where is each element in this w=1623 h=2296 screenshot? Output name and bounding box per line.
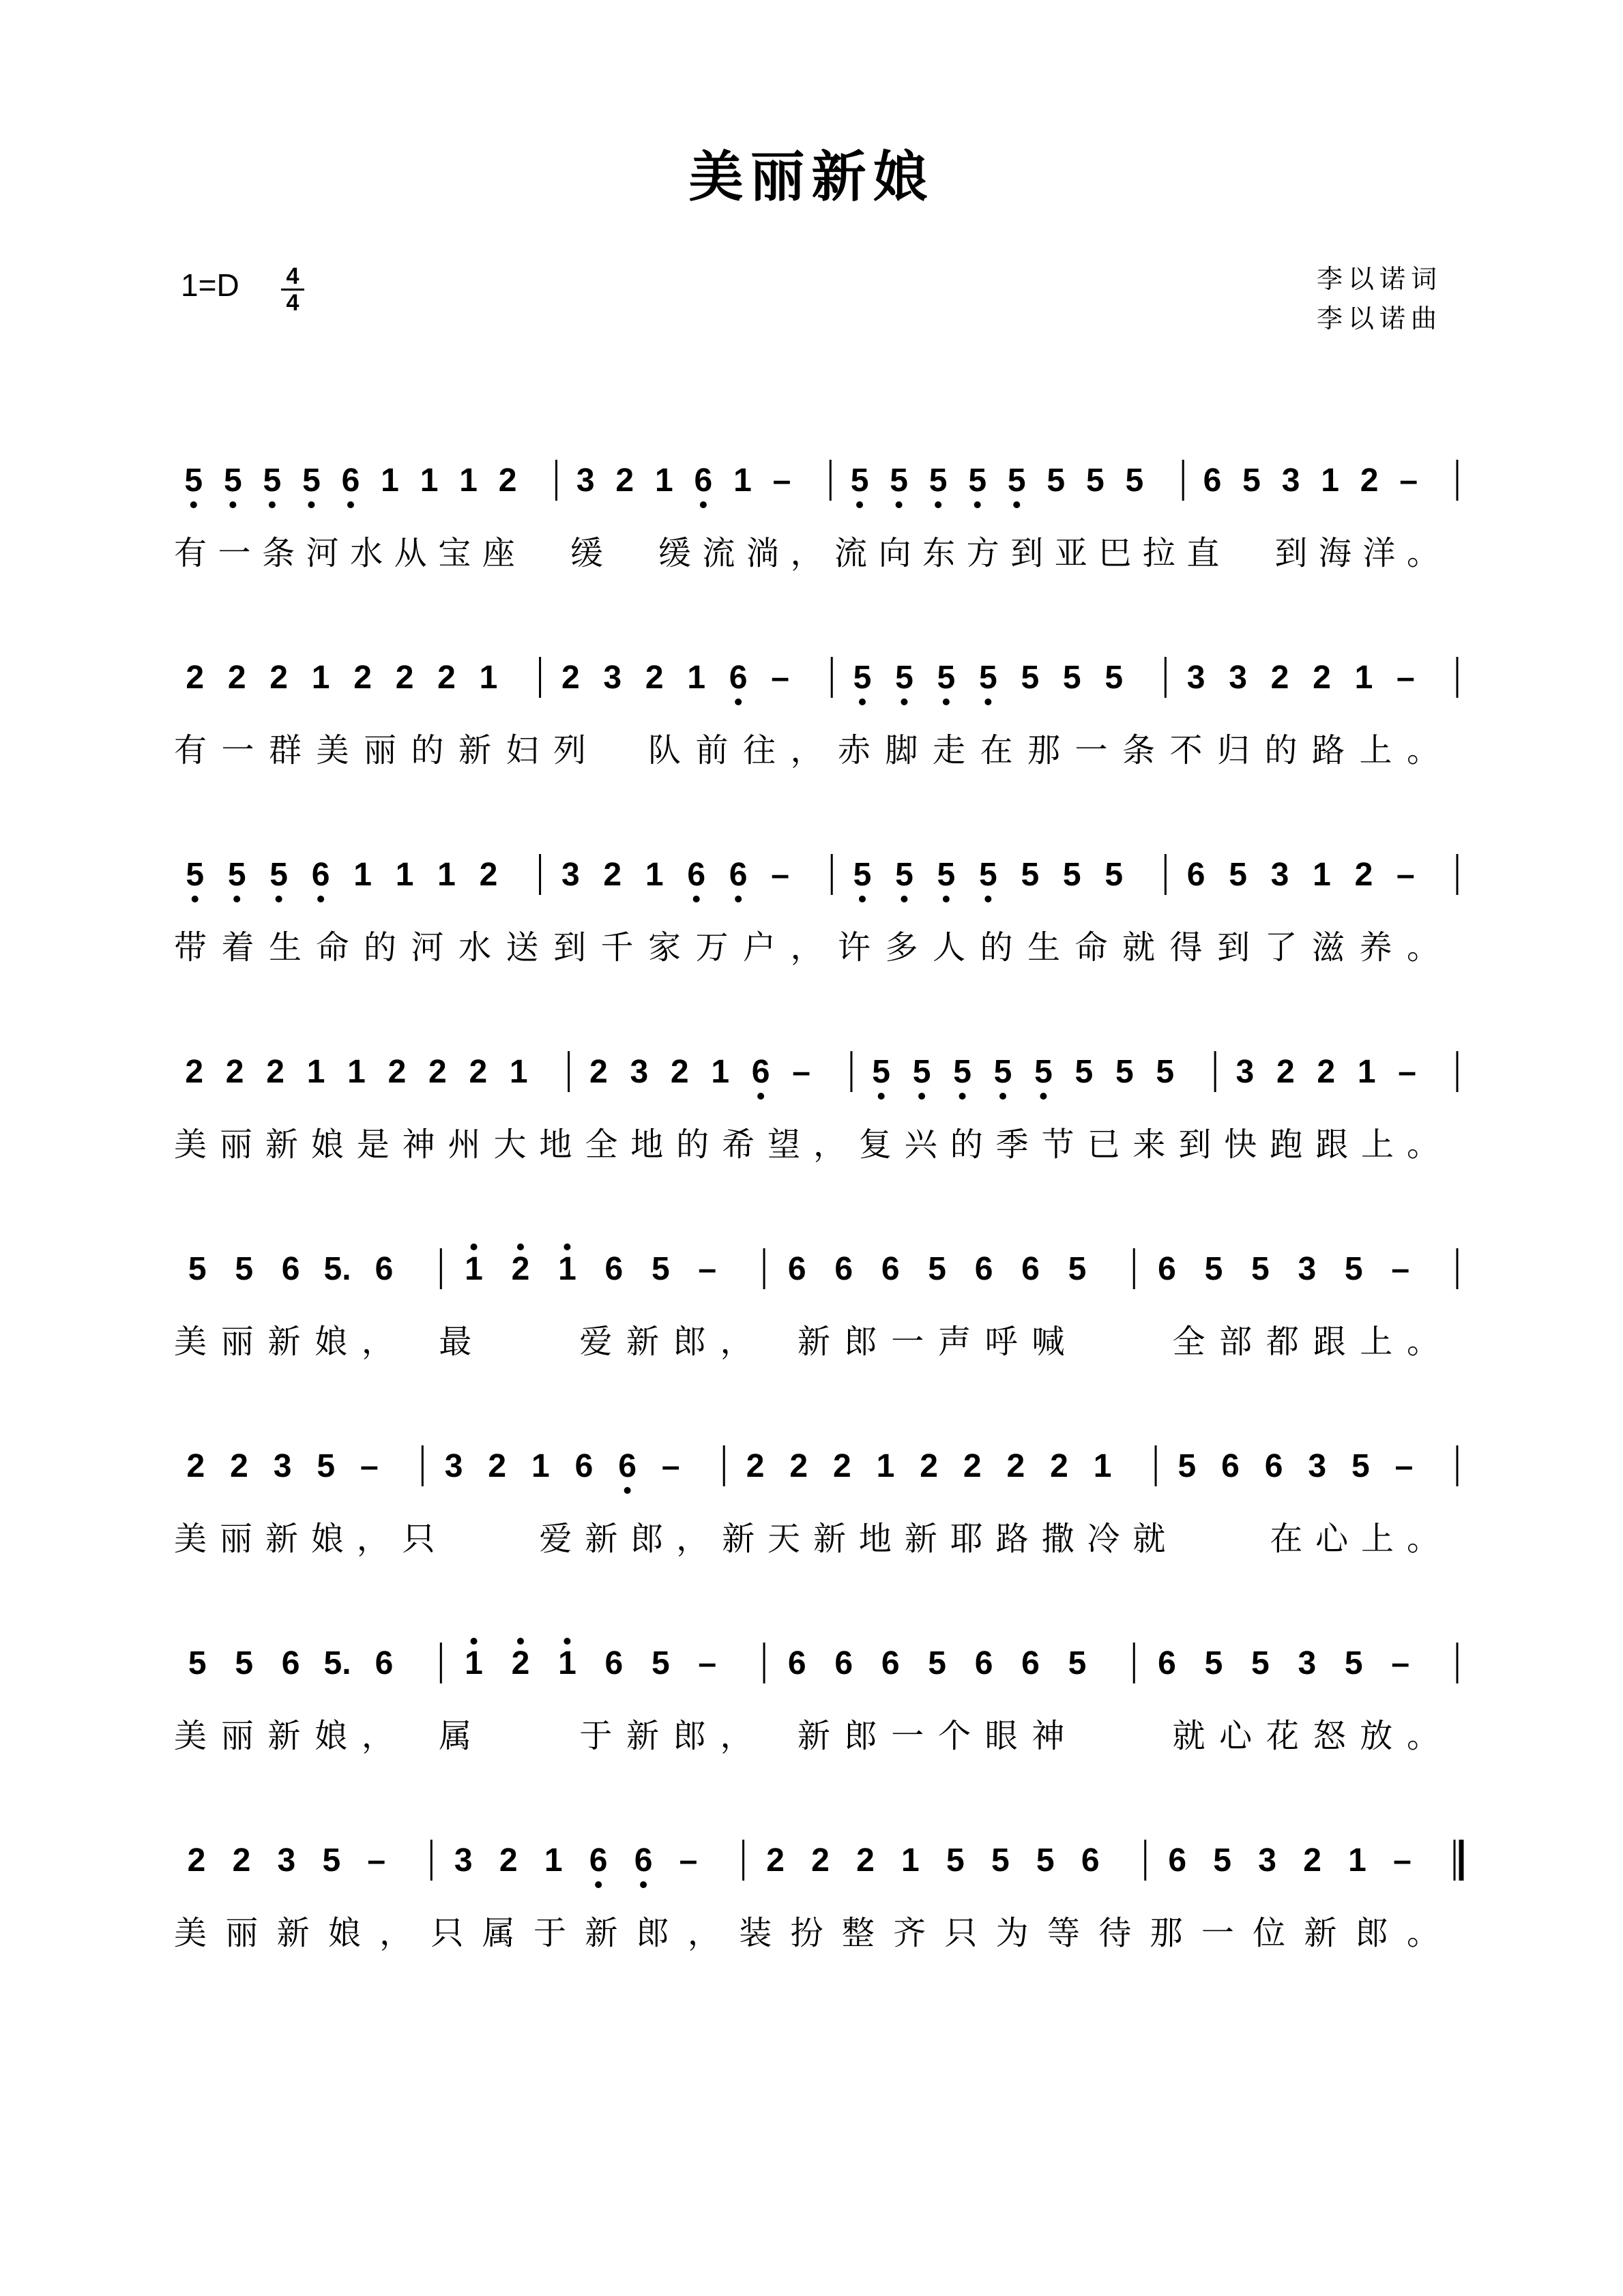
- note: 2: [511, 1645, 530, 1681]
- composer-credit: 李以诺曲: [1317, 304, 1443, 334]
- low-octave-dot: [959, 1093, 966, 1100]
- note: 5: [853, 857, 872, 893]
- low-octave-dot: [190, 501, 197, 508]
- note: 1: [347, 1054, 366, 1090]
- note: 6: [787, 1251, 806, 1287]
- note: 3: [1298, 1251, 1317, 1287]
- note: 2: [511, 1251, 530, 1287]
- rest-dash: –: [771, 857, 789, 893]
- note: 6: [281, 1645, 300, 1681]
- rest-dash: –: [360, 1448, 379, 1484]
- note: 2: [353, 660, 372, 696]
- note: 5: [1204, 1251, 1223, 1287]
- note: 3: [576, 462, 595, 499]
- note: 2: [766, 1842, 785, 1879]
- note: 3: [1270, 857, 1289, 893]
- note: 5: [1115, 1054, 1134, 1090]
- low-octave-dot: [317, 896, 324, 902]
- note: 1: [733, 462, 752, 499]
- note: 5: [1178, 1448, 1197, 1484]
- note: 6: [974, 1645, 993, 1681]
- note: 5: [1229, 857, 1247, 893]
- note: 5: [928, 1645, 946, 1681]
- note: 5: [1242, 462, 1261, 499]
- rest-dash: –: [1398, 1054, 1416, 1090]
- low-octave-dot: [901, 896, 907, 902]
- note: 6: [1203, 462, 1222, 499]
- note: 1: [558, 1251, 576, 1287]
- note: 5: [1156, 1054, 1175, 1090]
- note: 3: [1308, 1448, 1327, 1484]
- low-octave-dot: [878, 1093, 885, 1100]
- note: 6: [881, 1645, 900, 1681]
- note: 3: [630, 1054, 649, 1090]
- low-octave-dot: [984, 896, 991, 902]
- note: 5: [978, 660, 997, 696]
- rest-dash: –: [792, 1054, 810, 1090]
- note: 2: [811, 1842, 830, 1879]
- note: 5: [993, 1054, 1012, 1090]
- note: 3: [277, 1842, 296, 1879]
- note: 1: [381, 462, 399, 499]
- note: 5: [890, 462, 908, 499]
- note: 6: [1081, 1842, 1100, 1879]
- note: 5: [1062, 660, 1081, 696]
- note: 6: [1021, 1645, 1040, 1681]
- note: 5: [1344, 1645, 1363, 1681]
- lyric-line: 有一条河水从宝座 缓 缓流淌，流向东方到亚巴拉直 到海洋。: [174, 534, 1439, 572]
- low-octave-dot: [856, 501, 863, 508]
- note: 5: [953, 1054, 971, 1090]
- low-octave-dot: [276, 896, 282, 902]
- low-octave-dot: [735, 896, 742, 902]
- low-octave-dot: [700, 501, 707, 508]
- low-octave-dot: [1040, 1093, 1047, 1100]
- note: 6: [604, 1645, 624, 1681]
- high-octave-dot: [517, 1243, 524, 1250]
- note: 6: [375, 1645, 394, 1681]
- note: 5: [227, 857, 246, 893]
- note: 1: [479, 660, 498, 696]
- note: 2: [232, 1842, 251, 1879]
- time-signature-bottom: 4: [286, 290, 299, 316]
- note: 3: [1186, 660, 1205, 696]
- note: 1: [311, 660, 330, 696]
- note: 2: [1313, 660, 1331, 696]
- low-octave-dot: [595, 1881, 602, 1888]
- note: 5: [991, 1842, 1010, 1879]
- low-octave-dot: [624, 1487, 631, 1494]
- low-octave-dot: [896, 501, 903, 508]
- note: 2: [230, 1448, 248, 1484]
- note: 6: [974, 1251, 993, 1287]
- note: 5: [1251, 1645, 1270, 1681]
- lyric-line: 美丽新娘，只属于新郎，装扮整齐只为等待那一位新郎。: [174, 1914, 1439, 1952]
- note: 2: [269, 660, 289, 696]
- note: 6: [1168, 1842, 1187, 1879]
- note: 2: [832, 1448, 851, 1484]
- note: 6: [1221, 1448, 1240, 1484]
- note: 5: [184, 462, 203, 499]
- note: 6: [1158, 1251, 1176, 1287]
- note: 5: [1351, 1448, 1370, 1484]
- note: 5: [872, 1054, 891, 1090]
- note: 6: [311, 857, 330, 893]
- note: 2: [1354, 857, 1373, 893]
- low-octave-dot: [901, 698, 907, 705]
- note: 5: [235, 1251, 254, 1287]
- rest-dash: –: [661, 1448, 680, 1484]
- note: 5: [188, 1251, 207, 1287]
- note: 6: [834, 1251, 853, 1287]
- note: 5.: [323, 1251, 351, 1287]
- high-octave-dot: [564, 1638, 570, 1645]
- note: 1: [437, 857, 456, 893]
- note: 6: [687, 857, 706, 893]
- note: 2: [1303, 1842, 1321, 1879]
- note: 5: [1085, 462, 1105, 499]
- key-signature: 1=D: [181, 267, 239, 303]
- low-octave-dot: [859, 896, 866, 902]
- note: 5: [1034, 1054, 1053, 1090]
- note: 1: [544, 1842, 563, 1879]
- lyric-line: 美丽新娘， 最 爱新郎， 新郎一声呼喊 全部都跟上。: [174, 1323, 1439, 1361]
- note: 5: [937, 660, 956, 696]
- note: 1: [420, 462, 439, 499]
- note: 1: [465, 1645, 483, 1681]
- note: 2: [561, 660, 580, 696]
- note: 2: [225, 1054, 244, 1090]
- note: 3: [273, 1448, 292, 1484]
- note: 1: [558, 1645, 576, 1681]
- note: 1: [531, 1448, 550, 1484]
- note: 5: [1125, 462, 1144, 499]
- note: 2: [488, 1448, 507, 1484]
- note: 1: [353, 857, 372, 893]
- note: 2: [437, 660, 456, 696]
- low-octave-dot: [229, 501, 236, 508]
- note: 6: [751, 1054, 770, 1090]
- note: 5: [853, 660, 872, 696]
- lyricist-credit: 李以诺词: [1317, 264, 1443, 294]
- note: 3: [603, 660, 622, 696]
- note: 5.: [323, 1645, 351, 1681]
- low-octave-dot: [859, 698, 866, 705]
- rest-dash: –: [679, 1842, 698, 1879]
- note: 2: [963, 1448, 982, 1484]
- high-octave-dot: [517, 1638, 524, 1645]
- note: 1: [1348, 1842, 1366, 1879]
- low-octave-dot: [984, 698, 991, 705]
- rest-dash: –: [1397, 660, 1415, 696]
- note: 1: [711, 1054, 730, 1090]
- note: 5: [1007, 462, 1026, 499]
- note: 2: [227, 660, 246, 696]
- note: 6: [375, 1251, 394, 1287]
- note: 2: [499, 1842, 518, 1879]
- note: 5: [651, 1251, 670, 1287]
- note: 2: [266, 1054, 284, 1090]
- rest-dash: –: [1394, 1448, 1414, 1484]
- rest-dash: –: [772, 462, 791, 499]
- note: 1: [1354, 660, 1373, 696]
- note: 2: [1360, 462, 1379, 499]
- note: 6: [281, 1251, 300, 1287]
- note: 5: [937, 857, 956, 893]
- note: 1: [1093, 1448, 1112, 1484]
- note: 1: [459, 462, 478, 499]
- rest-dash: –: [698, 1645, 717, 1681]
- note: 6: [1021, 1251, 1040, 1287]
- rest-dash: –: [698, 1251, 717, 1287]
- note: 1: [687, 660, 706, 696]
- high-octave-dot: [471, 1638, 478, 1645]
- note: 2: [645, 660, 664, 696]
- note: 5: [946, 1842, 965, 1879]
- note: 2: [186, 660, 205, 696]
- note: 5: [186, 857, 205, 893]
- note: 3: [1298, 1645, 1317, 1681]
- note: 1: [306, 1054, 325, 1090]
- note: 2: [1050, 1448, 1068, 1484]
- note: 5: [1047, 462, 1066, 499]
- note: 5: [317, 1448, 336, 1484]
- lyric-line: 带着生命的河水送到千家万户，许多人的生命就得到了滋养。: [174, 928, 1439, 967]
- note: 5: [1021, 660, 1040, 696]
- lyric-line: 美丽新娘， 属 于新郎， 新郎一个眼神 就心花怒放。: [174, 1717, 1439, 1755]
- note: 3: [1229, 660, 1247, 696]
- note: 2: [1276, 1054, 1295, 1090]
- note: 3: [1258, 1842, 1276, 1879]
- rest-dash: –: [1391, 1251, 1410, 1287]
- note: 6: [618, 1448, 637, 1484]
- low-octave-dot: [192, 896, 199, 902]
- note: 2: [388, 1054, 407, 1090]
- note: 2: [789, 1448, 808, 1484]
- note: 5: [1251, 1251, 1270, 1287]
- low-octave-dot: [308, 501, 315, 508]
- note: 5: [968, 462, 987, 499]
- rest-dash: –: [1393, 1842, 1412, 1879]
- note: 2: [186, 1448, 205, 1484]
- note: 5: [223, 462, 242, 499]
- note: 5: [1204, 1645, 1223, 1681]
- note: 2: [589, 1054, 608, 1090]
- low-octave-dot: [943, 896, 950, 902]
- note: 5: [235, 1645, 254, 1681]
- low-octave-dot: [269, 501, 276, 508]
- note: 5: [188, 1645, 207, 1681]
- note: 5: [269, 857, 289, 893]
- note: 1: [509, 1054, 528, 1090]
- note: 5: [1021, 857, 1040, 893]
- note: 2: [1270, 660, 1289, 696]
- note: 1: [1313, 857, 1331, 893]
- note: 5: [1068, 1251, 1087, 1287]
- note: 5: [928, 1251, 946, 1287]
- note: 6: [729, 857, 748, 893]
- note: 6: [589, 1842, 608, 1879]
- rest-dash: –: [1391, 1645, 1410, 1681]
- rest-dash: –: [367, 1842, 386, 1879]
- lyric-line: 美丽新娘，只 爱新郎，新天新地新耶路撒冷就 在心上。: [174, 1520, 1439, 1558]
- low-octave-dot: [918, 1093, 925, 1100]
- note: 5: [651, 1645, 670, 1681]
- high-octave-dot: [471, 1243, 478, 1250]
- note: 3: [444, 1448, 463, 1484]
- note: 5: [1036, 1842, 1055, 1879]
- note: 2: [395, 660, 414, 696]
- high-octave-dot: [564, 1243, 570, 1250]
- rest-dash: –: [1399, 462, 1418, 499]
- note: 6: [787, 1645, 806, 1681]
- time-signature-top: 4: [286, 263, 299, 289]
- note: 2: [469, 1054, 488, 1090]
- note: 2: [920, 1448, 938, 1484]
- note: 5: [929, 462, 948, 499]
- note: 5: [1105, 857, 1124, 893]
- note: 6: [1158, 1645, 1176, 1681]
- note: 5: [895, 857, 913, 893]
- note: 1: [654, 462, 673, 499]
- note: 5: [1213, 1842, 1232, 1879]
- note: 6: [341, 462, 360, 499]
- note: 6: [574, 1448, 594, 1484]
- note: 1: [645, 857, 664, 893]
- note: 6: [729, 660, 748, 696]
- note: 6: [1264, 1448, 1283, 1484]
- rest-dash: –: [1397, 857, 1415, 893]
- note: 2: [615, 462, 634, 499]
- low-octave-dot: [999, 1093, 1006, 1100]
- low-octave-dot: [693, 896, 700, 902]
- low-octave-dot: [233, 896, 240, 902]
- note: 1: [465, 1251, 483, 1287]
- note: 2: [746, 1448, 765, 1484]
- note: 6: [694, 462, 713, 499]
- note: 2: [1317, 1054, 1336, 1090]
- note: 2: [428, 1054, 447, 1090]
- note: 5: [1344, 1251, 1363, 1287]
- note: 6: [1186, 857, 1205, 893]
- note: 2: [1006, 1448, 1025, 1484]
- note: 2: [670, 1054, 689, 1090]
- note: 5: [895, 660, 913, 696]
- note: 5: [1068, 1645, 1087, 1681]
- lyric-line: 有一群美丽的新妇列 队前往，赤脚走在那一条不归的路上。: [174, 731, 1439, 769]
- note: 5: [322, 1842, 341, 1879]
- note: 1: [1357, 1054, 1376, 1090]
- note: 6: [881, 1251, 900, 1287]
- low-octave-dot: [935, 501, 941, 508]
- note: 5: [1062, 857, 1081, 893]
- note: 5: [1074, 1054, 1094, 1090]
- low-octave-dot: [735, 698, 742, 705]
- low-octave-dot: [757, 1093, 764, 1100]
- note: 5: [978, 857, 997, 893]
- note: 5: [302, 462, 321, 499]
- note: 6: [834, 1645, 853, 1681]
- note: 1: [901, 1842, 920, 1879]
- rest-dash: –: [771, 660, 789, 696]
- note: 2: [479, 857, 498, 893]
- note: 5: [912, 1054, 931, 1090]
- note: 6: [604, 1251, 624, 1287]
- note: 2: [856, 1842, 875, 1879]
- note: 3: [561, 857, 580, 893]
- low-octave-dot: [943, 698, 950, 705]
- low-octave-dot: [640, 1881, 647, 1888]
- lyric-line: 美丽新娘是神州大地全地的希望，复兴的季节已来到快跑跟上。: [174, 1125, 1439, 1164]
- note: 1: [876, 1448, 895, 1484]
- note: 2: [185, 1054, 204, 1090]
- note: 2: [187, 1842, 206, 1879]
- page-title: 美丽新娘: [688, 145, 935, 209]
- note: 3: [1281, 462, 1300, 499]
- low-octave-dot: [1013, 501, 1020, 508]
- note: 2: [498, 462, 517, 499]
- note: 5: [263, 462, 282, 499]
- note: 5: [1105, 660, 1124, 696]
- low-octave-dot: [974, 501, 981, 508]
- note: 2: [603, 857, 622, 893]
- note: 6: [634, 1842, 653, 1879]
- note: 3: [1235, 1054, 1255, 1090]
- note: 5: [850, 462, 869, 499]
- note: 1: [1321, 462, 1339, 499]
- note: 3: [454, 1842, 473, 1879]
- note: 1: [395, 857, 414, 893]
- low-octave-dot: [347, 501, 354, 508]
